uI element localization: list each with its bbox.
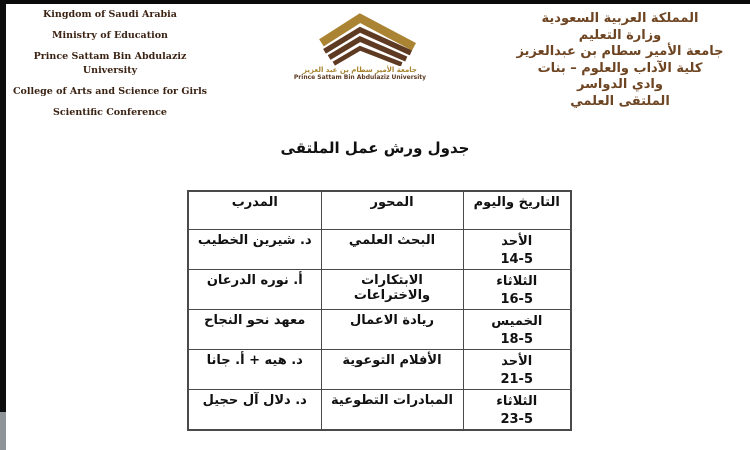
english-line-conference: Scientific Conference — [53, 107, 167, 118]
table-row — [188, 389, 571, 430]
cell-trainer: معهد نحو النجاح — [188, 309, 321, 349]
cell-date-day — [463, 389, 571, 430]
arabic-line-wadi: وادي الدواسر — [577, 77, 663, 92]
cell-date-day — [463, 309, 571, 349]
page-left-edge-lower — [0, 412, 6, 450]
table-row — [188, 269, 571, 309]
col-header-topic: المحور — [321, 191, 463, 229]
cell-topic: البحث العلمي — [321, 229, 463, 269]
cell-date-day — [463, 349, 571, 389]
arabic-line-ministry: وزارة التعليم — [578, 27, 662, 43]
arabic-line-kingdom: المملكة العربية السعودية — [541, 11, 699, 26]
page-title: جدول ورش عمل الملتقى — [280, 139, 470, 157]
university-logo — [277, 12, 443, 82]
page-top-edge — [0, 0, 750, 4]
logo-arabic-name: جامعة الأمير سطام بن عبد العزيز — [303, 66, 417, 74]
cell-trainer: د. دلال آل حجيل — [188, 389, 321, 430]
english-line-ministry: Ministry of Education — [52, 30, 168, 41]
cell-date-day — [463, 229, 571, 269]
cell-topic: المبادرات التطوعية — [321, 389, 463, 430]
col-header-date-day: التاريخ واليوم — [463, 191, 571, 229]
day-label: الثلاثاء — [496, 393, 538, 409]
english-header-block — [12, 8, 208, 127]
english-line-kingdom: Kingdom of Saudi Arabia — [43, 9, 177, 20]
day-label: الأحد — [501, 233, 533, 249]
day-label: الخميس — [491, 313, 543, 329]
table-row — [188, 349, 571, 389]
english-line-university: Prince Sattam Bin Abdulaziz University — [33, 51, 187, 76]
page-left-edge — [0, 0, 6, 412]
arabic-header-block — [498, 11, 742, 110]
date-label: 21-5 — [500, 371, 534, 387]
cell-date-day — [463, 269, 571, 309]
workshop-schedule-table — [187, 190, 572, 431]
day-label: الثلاثاء — [496, 273, 538, 289]
date-label: 23-5 — [500, 411, 534, 427]
cell-topic: ريادة الاعمال — [321, 309, 463, 349]
arabic-line-college: كلية الآداب والعلوم – بنات — [537, 60, 703, 76]
table-row — [188, 309, 571, 349]
open-book-logo-icon — [280, 12, 440, 66]
cell-trainer: د. شيرين الخطيب — [188, 229, 321, 269]
table-header-row — [188, 191, 571, 229]
day-label: الأحد — [501, 353, 533, 369]
schedule-table-container — [187, 190, 572, 431]
cell-trainer: د. هيه + أ. جانا — [188, 349, 321, 389]
col-header-trainer: المدرب — [188, 191, 321, 229]
cell-topic: الابتكارات والاختراعات — [321, 269, 463, 309]
date-label: 16-5 — [500, 291, 534, 307]
date-label: 14-5 — [500, 251, 534, 267]
date-label: 18-5 — [500, 331, 534, 347]
english-line-college: College of Arts and Science for Girls — [12, 86, 208, 97]
schedule-table-body — [188, 229, 571, 430]
arabic-line-university: جامعة الأمير سطام بن عبدالعزيز — [516, 44, 724, 59]
logo-english-name: Prince Sattam Bin Abdulaziz University — [293, 74, 427, 81]
cell-topic: الأفلام التوعوية — [321, 349, 463, 389]
table-row — [188, 229, 571, 269]
cell-trainer: أ. نوره الدرعان — [188, 269, 321, 309]
arabic-line-forum: الملتقى العلمي — [570, 93, 670, 109]
